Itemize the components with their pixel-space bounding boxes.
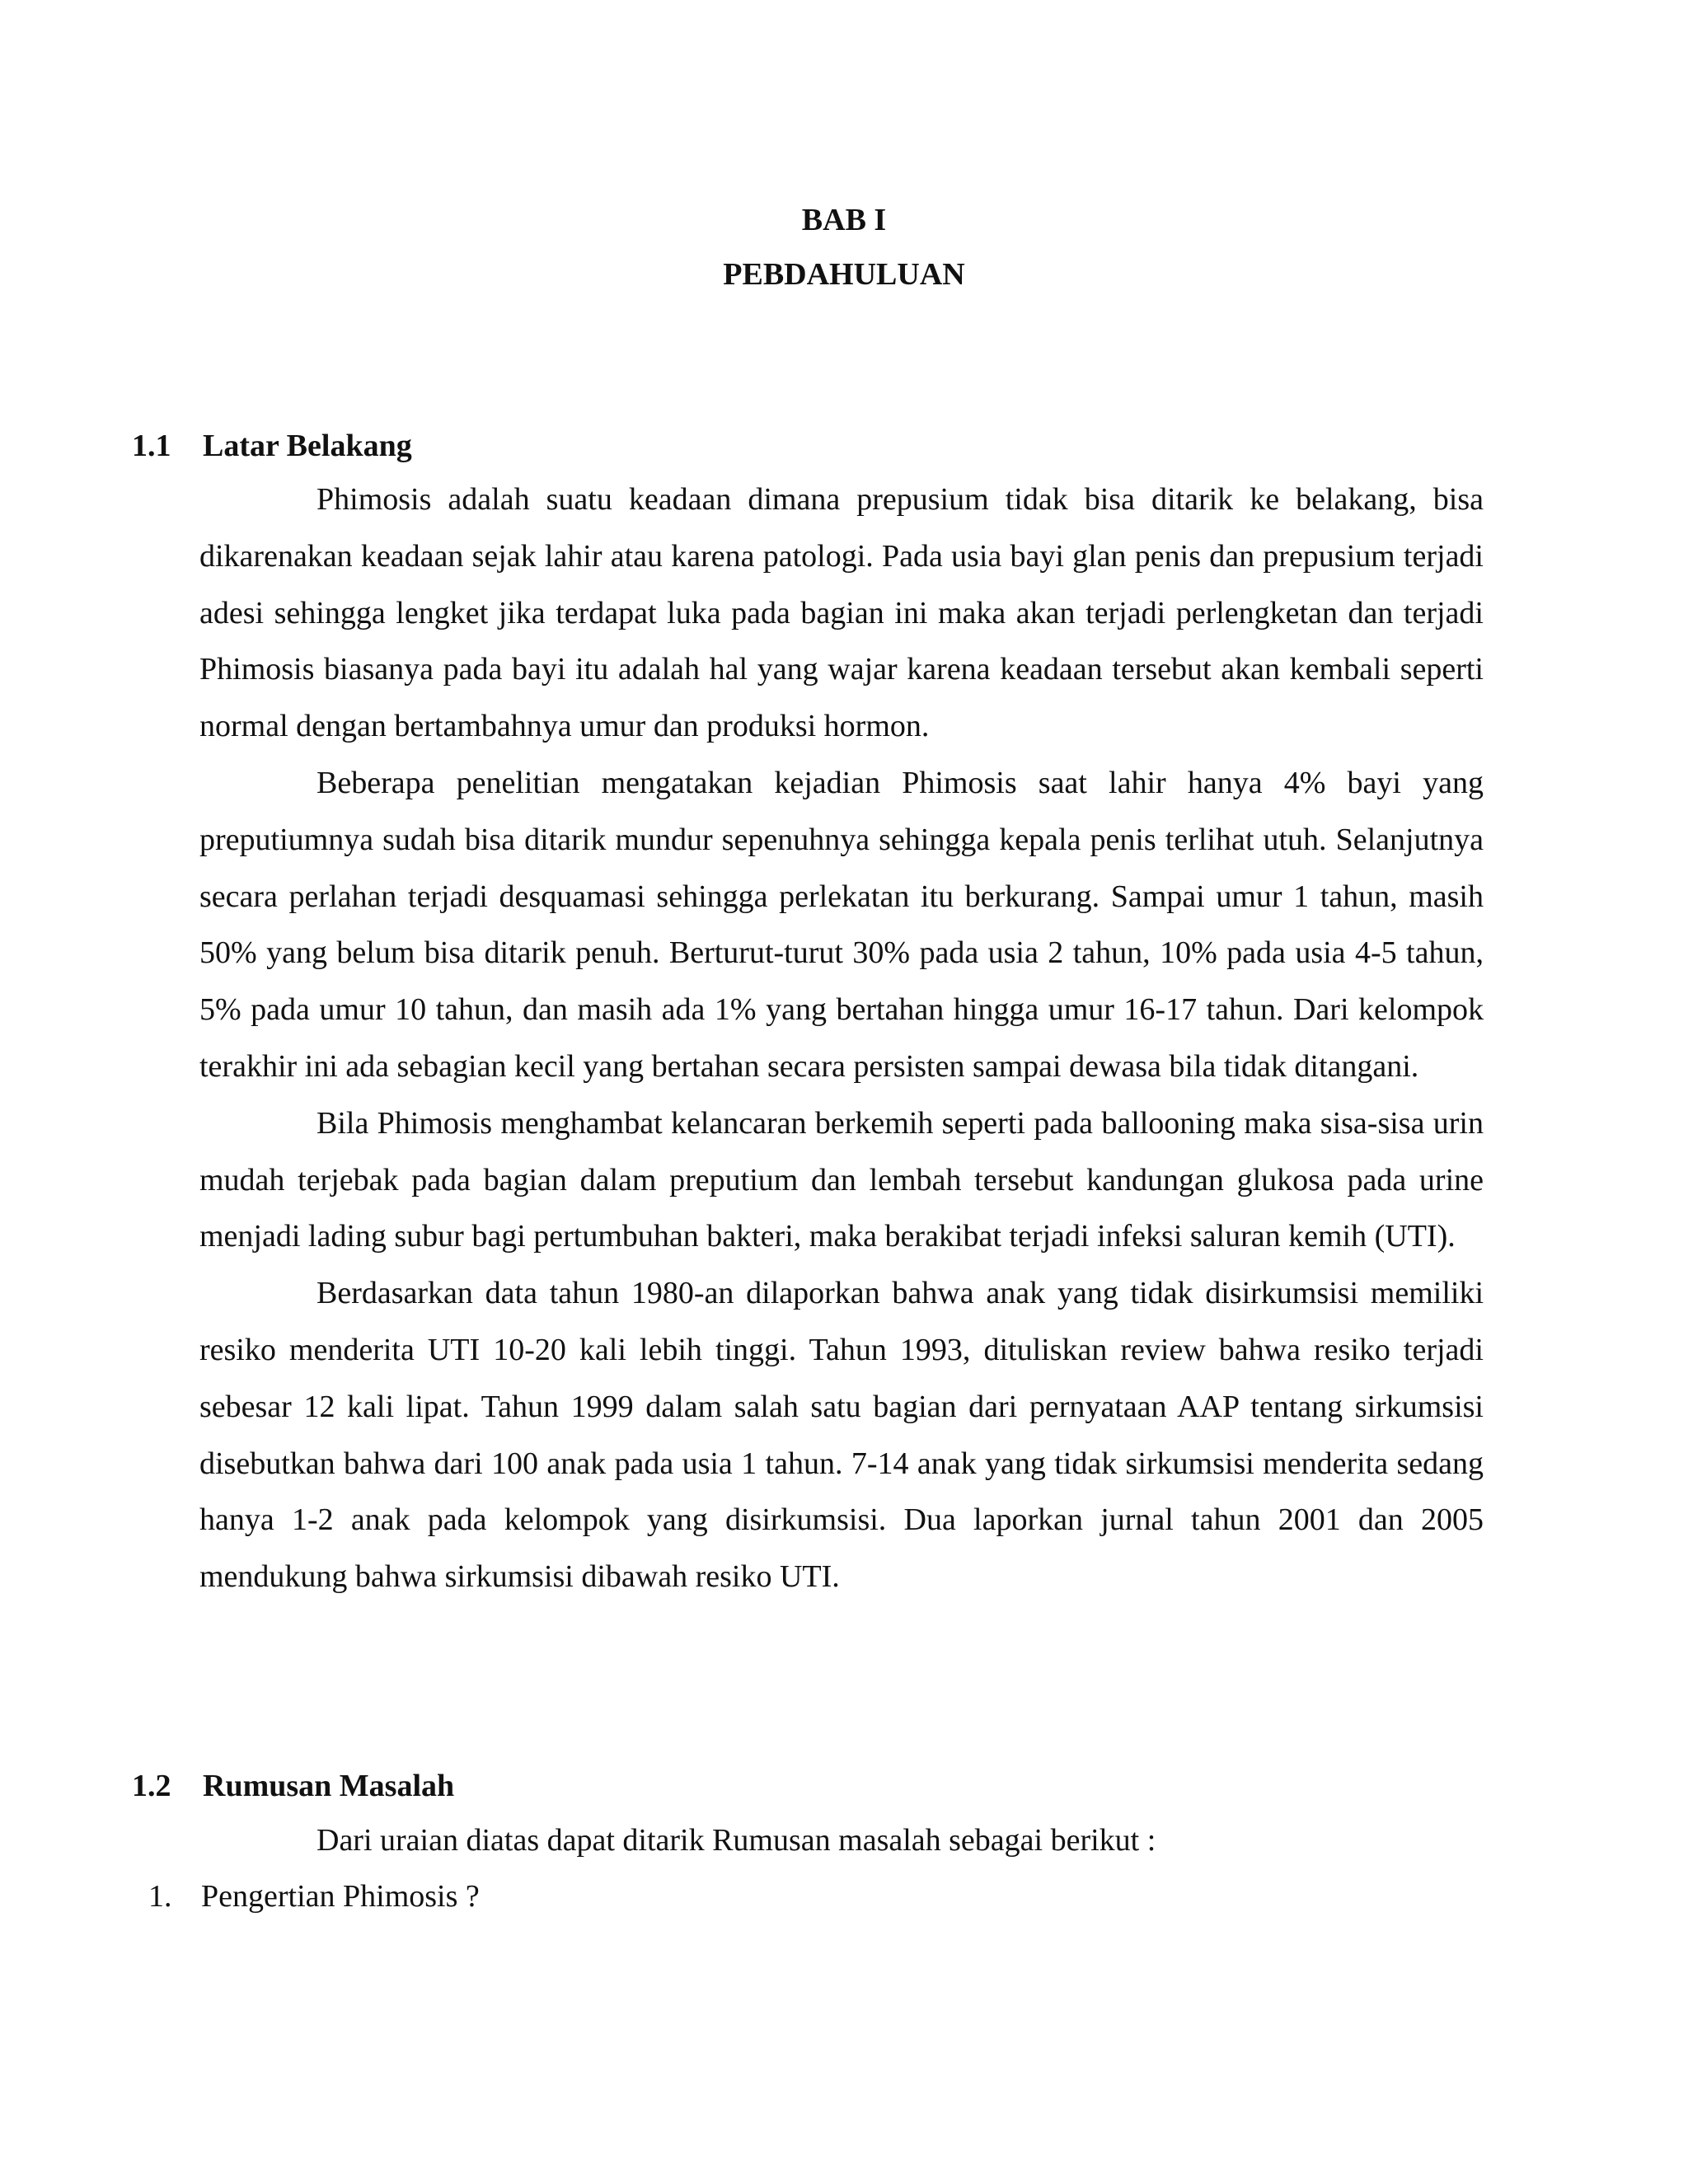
- section-number: 1.2: [132, 1769, 171, 1803]
- paragraph: Berdasarkan data tahun 1980-an dilaporkan bahwa anak yang tidak disirkumsisi memiliki resiko menderita UTI 10-20 kali lebih tinggi. Tahun 1993, dituliskan review bahwa resiko terjadi sebesar 12 kali lipat. Tahun 1999 dalam salah satu bagian dari pernyataan AAP tentang sirkumsisi disebutkan bahwa dari 100 anak pada usia 1 tahun. 7-14 anak yang tidak sirkumsisi menderita sedang hanya 1-2 anak pada kelompok yang disirkumsisi. Dua laporkan jurnal tahun 2001 dan 2005 mendukung bahwa sirkumsisi dibawah resiko UTI.: [199, 1276, 1484, 1595]
- section-number: 1.1: [132, 429, 171, 463]
- section-title: Latar Belakang: [203, 429, 412, 463]
- chapter-title: PEBDAHULUAN: [723, 257, 965, 292]
- section-body-latar-belakang: [199, 471, 1484, 1605]
- list-item: [148, 1877, 480, 1915]
- chapter-heading: BAB I: [801, 203, 887, 237]
- list-item-text: Pengertian Phimosis ?: [201, 1879, 480, 1914]
- paragraph: Phimosis adalah suatu keadaan dimana prepusium tidak bisa ditarik ke belakang, bisa dikarenakan keadaan sejak lahir atau karena patologi. Pada usia bayi glan penis dan prepusium terjadi adesi sehingga lengket jika terdapat luka pada bagian ini maka akan terjadi perlengketan dan terjadi Phimosis biasanya pada bayi itu adalah hal yang wajar karena keadaan tersebut akan kembali seperti normal dengan bertambahnya umur dan produksi hormon.: [199, 482, 1484, 744]
- section-intro: Dari uraian diatas dapat ditarik Rumusan masalah sebagai berikut :: [316, 1823, 1156, 1858]
- problem-list: [148, 1877, 480, 1915]
- paragraph: Bila Phimosis menghambat kelancaran berkemih seperti pada ballooning maka sisa-sisa urin mudah terjebak pada bagian dalam preputium dan lembah tersebut kandungan glukosa pada urine menjadi lading subur bagi pertumbuhan bakteri, maka berakibat terjadi infeksi saluran kemih (UTI).: [199, 1105, 1484, 1254]
- paragraph: Beberapa penelitian mengatakan kejadian Phimosis saat lahir hanya 4% bayi yang preputiumnya sudah bisa ditarik mundur sepenuhnya sehingga kepala penis terlihat utuh. Selanjutnya secara perlahan terjadi desquamasi sehingga perlekatan itu berkurang. Sampai umur 1 tahun, masih 50% yang belum bisa ditarik penuh. Berturut-turut 30% pada usia 2 tahun, 10% pada usia 4-5 tahun, 5% pada umur 10 tahun, dan masih ada 1% yang bertahan hingga umur 16-17 tahun. Dari kelompok terakhir ini ada sebagian kecil yang bertahan secara persisten sampai dewasa bila tidak ditangani.: [199, 765, 1484, 1084]
- list-marker: 1.: [148, 1879, 172, 1914]
- section-title: Rumusan Masalah: [203, 1769, 455, 1803]
- section-heading-latar-belakang: [132, 427, 412, 465]
- section-heading-rumusan-masalah: [132, 1767, 454, 1805]
